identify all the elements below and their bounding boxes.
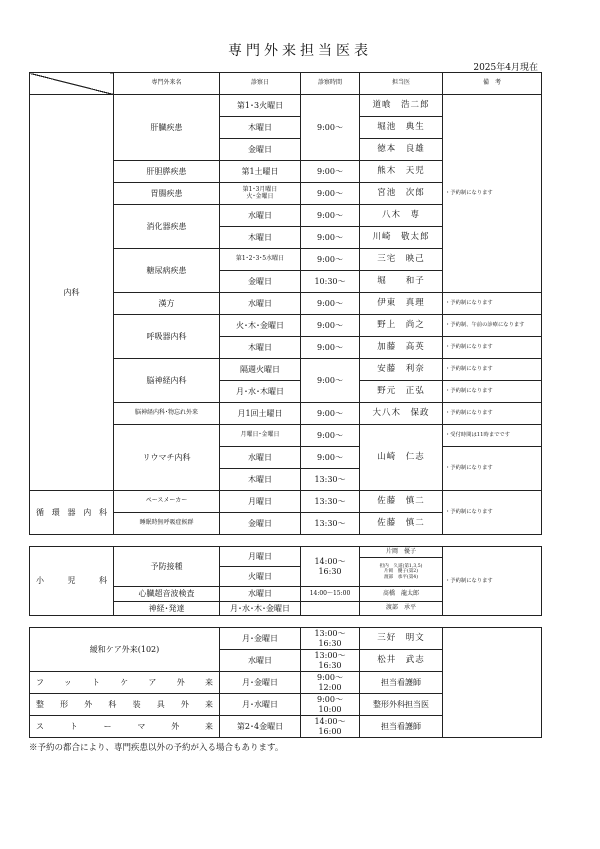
time-line: 16:30 <box>318 660 342 670</box>
other-clinics-table <box>29 627 542 738</box>
time-cell: 9:00～ <box>301 227 360 249</box>
doctor-cell: 三好 明文 <box>360 628 443 650</box>
day-cell: 第1･2･3･5水曜日 <box>220 249 301 271</box>
pediatrics-table <box>29 546 542 616</box>
header-notes: 備 考 <box>443 73 542 95</box>
time-line: 13:00～ <box>314 651 346 661</box>
day-cell: 月･水･木･金曜日 <box>220 602 301 616</box>
table-row <box>30 628 542 650</box>
day-cell: 木曜日 <box>220 337 301 359</box>
doctor-cell <box>360 558 443 587</box>
clinic-cell: フットケア外来 <box>30 672 220 694</box>
table-row <box>30 547 542 558</box>
clinic-cell: 肝臓疾患 <box>114 95 220 161</box>
day-cell: 隔週火曜日 <box>220 359 301 381</box>
day-cell: 第2･4金曜日 <box>220 716 301 738</box>
header-corner <box>30 73 114 95</box>
day-cell: 火･木･金曜日 <box>220 315 301 337</box>
time-line: 14:00～ <box>314 717 346 727</box>
clinic-cell: ペースメーカー <box>114 491 220 513</box>
time-line: 9:00～ <box>317 695 343 705</box>
day-cell: 月曜日･金曜日 <box>220 425 301 447</box>
time-cell: 9:00～ <box>301 359 360 403</box>
day-cell: 月曜日 <box>220 547 301 567</box>
doctor-cell: 髙橋 龍太郎 <box>360 587 443 602</box>
dept-shoni: 小児科 <box>30 547 114 616</box>
clinic-cell: ストーマ外来 <box>30 716 220 738</box>
doctor-cell: 佐藤 慎二 <box>360 491 443 513</box>
doctor-cell: 三宅 映己 <box>360 249 443 271</box>
clinic-cell: 緩和ケア外来(102) <box>30 628 220 672</box>
dept-naika: 内科 <box>30 95 114 491</box>
note-cell: ・予約制になります <box>443 491 542 535</box>
day-cell: 金曜日 <box>220 271 301 293</box>
day-cell: 水曜日 <box>220 293 301 315</box>
time-cell <box>301 672 360 694</box>
time-cell <box>301 716 360 738</box>
clinic-cell: リウマチ内科 <box>114 425 220 491</box>
note-cell: ・受付時間は11時までです <box>443 425 542 447</box>
day-cell: 水曜日 <box>220 650 301 672</box>
note-cell: ・予約制になります <box>443 547 542 616</box>
time-cell: 9:00～ <box>301 95 360 161</box>
doctor-cell: 徳本 良雄 <box>360 139 443 161</box>
doctor-line: 渡部 承平(第4) <box>383 574 419 580</box>
doctor-cell: 佐藤 慎二 <box>360 513 443 535</box>
day-line: 火･金曜日 <box>246 192 274 200</box>
page-title: 専門外来担当医表 <box>228 43 372 59</box>
header-clinic: 専門外来名 <box>114 73 220 95</box>
time-cell <box>301 547 360 587</box>
header-time: 診察時間 <box>301 73 360 95</box>
footnote: ※予約の都合により、専門疾患以外の予約が入る場合もあります。 <box>29 743 284 753</box>
clinic-cell: 脳神経内科･物忘れ外来 <box>114 403 220 425</box>
day-cell: 月1回土曜日 <box>220 403 301 425</box>
doctor-cell: 渡部 承平 <box>360 602 443 616</box>
doctor-line: 片岡 優子(第2) <box>383 569 419 575</box>
note-cell: ・予約制、午前の診療になります <box>443 315 542 337</box>
time-cell: 9:00～ <box>301 337 360 359</box>
header-row <box>30 73 542 95</box>
day-cell: 第1土曜日 <box>220 161 301 183</box>
day-cell: 水曜日 <box>220 205 301 227</box>
time-cell: 9:00～ <box>301 249 360 271</box>
note-cell: ・予約制になります <box>443 95 542 293</box>
doctor-cell: 大八木 保政 <box>360 403 443 425</box>
time-cell: 9:00～ <box>301 425 360 447</box>
time-line: 16:30 <box>318 638 342 648</box>
note-cell <box>443 628 542 738</box>
day-cell: 金曜日 <box>220 513 301 535</box>
time-line: 14:00～ <box>314 557 346 567</box>
time-line: 16:00 <box>318 726 342 736</box>
day-cell: 月曜日 <box>220 491 301 513</box>
doctor-cell: 八木 専 <box>360 205 443 227</box>
day-cell: 水曜日 <box>220 447 301 469</box>
doctor-cell: 担当看護師 <box>360 716 443 738</box>
day-cell: 月･水･木曜日 <box>220 381 301 403</box>
doctor-cell: 伊東 真理 <box>360 293 443 315</box>
clinic-cell: 予防接種 <box>114 547 220 587</box>
doctor-cell: 野上 尚之 <box>360 315 443 337</box>
main-schedule-table <box>29 72 542 535</box>
day-cell: 火曜日 <box>220 567 301 587</box>
time-cell: 9:00～ <box>301 161 360 183</box>
day-cell: 木曜日 <box>220 227 301 249</box>
time-cell <box>301 628 360 650</box>
day-cell: 月･水曜日 <box>220 694 301 716</box>
doctor-cell: 松井 武志 <box>360 650 443 672</box>
day-cell: 木曜日 <box>220 117 301 139</box>
time-line: 12:00 <box>318 682 342 692</box>
time-cell: 9:00～ <box>301 205 360 227</box>
time-cell: 9:00～ <box>301 293 360 315</box>
time-line: 9:00～ <box>317 673 343 683</box>
time-cell: 9:00～ <box>301 447 360 469</box>
time-line: 16:30 <box>318 566 342 576</box>
day-cell: 第1･3火曜日 <box>220 95 301 117</box>
time-line: 13:00～ <box>314 629 346 639</box>
doctor-cell: 片岡 優子 <box>360 547 443 558</box>
day-cell: 月･金曜日 <box>220 672 301 694</box>
time-line: 10:00 <box>318 704 342 714</box>
clinic-cell: 呼吸器内科 <box>114 315 220 359</box>
time-cell: 10:30～ <box>301 271 360 293</box>
note-cell: ・予約制になります <box>443 359 542 381</box>
day-cell <box>220 183 301 205</box>
note-cell: ・予約制になります <box>443 337 542 359</box>
time-cell: 14:00～15:00 <box>301 587 360 602</box>
clinic-cell: 神経･発達 <box>114 602 220 616</box>
time-cell: 13:30～ <box>301 469 360 491</box>
time-cell: 13:30～ <box>301 513 360 535</box>
doctor-cell: 熊木 天児 <box>360 161 443 183</box>
date-label: 2025年4月現在 <box>473 63 538 73</box>
clinic-cell: 整形外科装具外来 <box>30 694 220 716</box>
clinic-cell: 心臓超音波検査 <box>114 587 220 602</box>
time-cell: 9:00～ <box>301 315 360 337</box>
note-cell: ・予約制になります <box>443 447 542 491</box>
time-cell: 9:00～ <box>301 183 360 205</box>
clinic-cell: 脳神経内科 <box>114 359 220 403</box>
doctor-line: 担内 久道(第1,3,5) <box>379 563 423 569</box>
doctor-cell: 川崎 敬太郎 <box>360 227 443 249</box>
day-cell: 水曜日 <box>220 587 301 602</box>
clinic-cell: 消化器疾患 <box>114 205 220 249</box>
doctor-cell: 宮池 次郎 <box>360 183 443 205</box>
day-cell: 月･金曜日 <box>220 628 301 650</box>
header-day: 診察日 <box>220 73 301 95</box>
clinic-cell: 睡眠時無呼吸症候群 <box>114 513 220 535</box>
table-row <box>30 95 542 117</box>
note-cell: ・予約制になります <box>443 381 542 403</box>
time-cell: 13:30～ <box>301 491 360 513</box>
doctor-cell: 野元 正弘 <box>360 381 443 403</box>
doctor-cell: 山崎 仁志 <box>360 425 443 491</box>
time-cell: 9:00～ <box>301 403 360 425</box>
clinic-cell: 胃腸疾患 <box>114 183 220 205</box>
clinic-cell: 肝胆膵疾患 <box>114 161 220 183</box>
day-line: 第1･3月曜日 <box>242 185 278 193</box>
time-cell <box>301 650 360 672</box>
time-cell <box>301 694 360 716</box>
dept-junkanki: 循環器内科 <box>30 491 114 535</box>
day-cell: 金曜日 <box>220 139 301 161</box>
time-cell <box>301 602 360 616</box>
note-cell: ・予約制になります <box>443 293 542 315</box>
doctor-cell: 堀 和子 <box>360 271 443 293</box>
doctor-cell: 安藤 利奈 <box>360 359 443 381</box>
note-cell: ・予約制になります <box>443 403 542 425</box>
clinic-cell: 糖尿病疾患 <box>114 249 220 293</box>
doctor-cell: 担当看護師 <box>360 672 443 694</box>
doctor-cell: 道喰 浩二郎 <box>360 95 443 117</box>
table-row <box>30 491 542 513</box>
doctor-cell: 堀池 典生 <box>360 117 443 139</box>
doctor-cell: 加藤 高英 <box>360 337 443 359</box>
header-doctor: 担当医 <box>360 73 443 95</box>
doctor-cell: 整形外科担当医 <box>360 694 443 716</box>
day-cell: 木曜日 <box>220 469 301 491</box>
clinic-cell: 漢方 <box>114 293 220 315</box>
